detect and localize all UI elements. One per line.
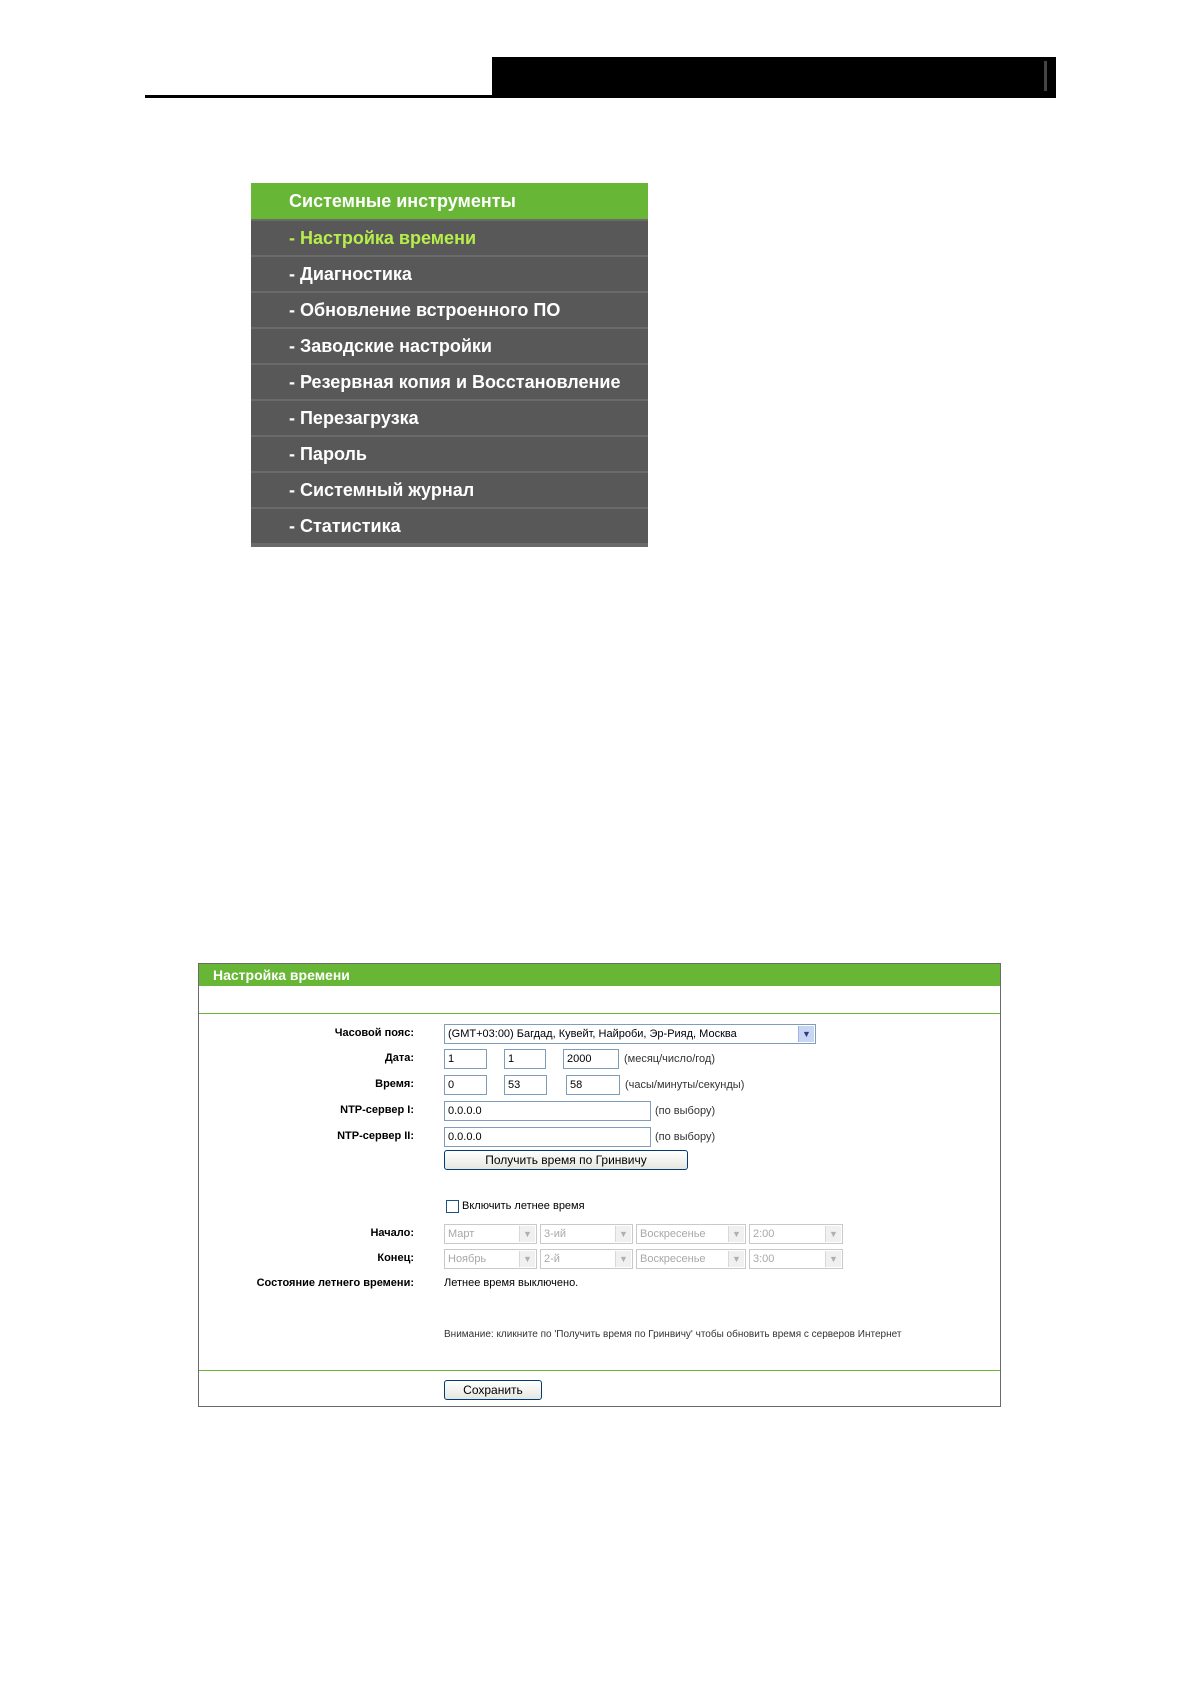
chevron-down-icon: ▼ (798, 1026, 814, 1042)
chevron-down-icon: ▼ (615, 1251, 631, 1267)
panel-title: Настройка времени (199, 964, 1000, 986)
dst-end-time-value: 3:00 (753, 1253, 775, 1265)
dst-end-time-select[interactable] (749, 1249, 843, 1269)
dst-start-week-select[interactable] (540, 1224, 633, 1244)
menu-item-diagnostics[interactable]: - Диагностика (251, 257, 648, 291)
time-hours-input[interactable]: 0 (444, 1075, 487, 1095)
dst-checkbox-label: Включить летнее время (462, 1200, 585, 1212)
menu-item-password[interactable]: - Пароль (251, 437, 648, 471)
dst-end-weekday-value: Воскресенье (640, 1253, 706, 1265)
chevron-down-icon: ▼ (728, 1226, 744, 1242)
time-settings-panel (198, 963, 1001, 1407)
date-format-hint: (месяц/число/год) (624, 1053, 715, 1065)
menu-item-reboot[interactable]: - Перезагрузка (251, 401, 648, 435)
menu-item-time-settings[interactable]: - Настройка времени (251, 221, 648, 255)
dst-start-time-select[interactable] (749, 1224, 843, 1244)
panel-bottom-divider (199, 1370, 1000, 1371)
menu-item-factory-defaults[interactable]: - Заводские настройки (251, 329, 648, 363)
dst-start-month-select[interactable] (444, 1224, 537, 1244)
dst-status-label: Состояние летнего времени: (256, 1277, 414, 1289)
time-format-hint: (часы/минуты/секунды) (625, 1079, 745, 1091)
chevron-down-icon: ▼ (728, 1251, 744, 1267)
gmt-note: Внимание: кликните по 'Получить время по Гринвичу' чтобы обновить время с серверов Интернет (444, 1329, 902, 1340)
menu-item-backup-restore[interactable]: - Резервная копия и Восстановление (251, 365, 648, 399)
chevron-down-icon: ▼ (825, 1251, 841, 1267)
dst-start-week-value: 3-ий (544, 1228, 567, 1240)
dst-start-time-value: 2:00 (753, 1228, 775, 1240)
system-tools-menu (251, 183, 648, 547)
dst-checkbox[interactable] (446, 1200, 459, 1213)
dst-end-month-value: Ноябрь (448, 1253, 487, 1265)
menu-item-system-log[interactable]: - Системный журнал (251, 473, 648, 507)
ntp2-input[interactable]: 0.0.0.0 (444, 1127, 651, 1147)
date-year-input[interactable]: 2000 (563, 1049, 619, 1069)
dst-start-month-value: Март (448, 1228, 475, 1240)
timezone-select[interactable] (444, 1024, 816, 1044)
header-bar-notch (1044, 61, 1047, 91)
header-bar (492, 57, 1056, 95)
timezone-value: (GMT+03:00) Багдад, Кувейт, Найроби, Эр-Рияд, Москва (448, 1028, 737, 1040)
ntp1-input[interactable]: 0.0.0.0 (444, 1101, 651, 1121)
ntp1-hint: (по выбору) (655, 1105, 716, 1117)
get-gmt-time-button[interactable]: Получить время по Гринвичу (444, 1150, 688, 1170)
time-label: Время: (375, 1078, 414, 1090)
menu-item-firmware-upgrade[interactable]: - Обновление встроенного ПО (251, 293, 648, 327)
ntp2-label: NTP-сервер II: (337, 1130, 414, 1142)
dst-end-weekday-select[interactable] (636, 1249, 746, 1269)
date-month-input[interactable]: 1 (444, 1049, 487, 1069)
chevron-down-icon: ▼ (519, 1251, 535, 1267)
dst-start-label: Начало: (370, 1227, 414, 1239)
chevron-down-icon: ▼ (519, 1226, 535, 1242)
date-day-input[interactable]: 1 (504, 1049, 546, 1069)
ntp2-hint: (по выбору) (655, 1131, 716, 1143)
save-button[interactable]: Сохранить (444, 1380, 542, 1400)
chevron-down-icon: ▼ (615, 1226, 631, 1242)
header-rule (145, 95, 1056, 98)
dst-status-value: Летнее время выключено. (444, 1277, 579, 1289)
dst-start-weekday-value: Воскресенье (640, 1228, 706, 1240)
dst-start-weekday-select[interactable] (636, 1224, 746, 1244)
menu-item-statistics[interactable]: - Статистика (251, 509, 648, 543)
dst-end-label: Конец: (377, 1252, 414, 1264)
dst-end-month-select[interactable] (444, 1249, 537, 1269)
chevron-down-icon: ▼ (825, 1226, 841, 1242)
ntp1-label: NTP-сервер I: (340, 1104, 414, 1116)
time-minutes-input[interactable]: 53 (504, 1075, 547, 1095)
panel-top-divider (199, 1013, 1000, 1014)
dst-end-week-value: 2-й (544, 1253, 560, 1265)
dst-end-week-select[interactable] (540, 1249, 633, 1269)
time-seconds-input[interactable]: 58 (566, 1075, 620, 1095)
date-label: Дата: (384, 1052, 414, 1064)
menu-header[interactable]: Системные инструменты (251, 183, 648, 219)
timezone-label: Часовой пояс: (334, 1027, 414, 1039)
